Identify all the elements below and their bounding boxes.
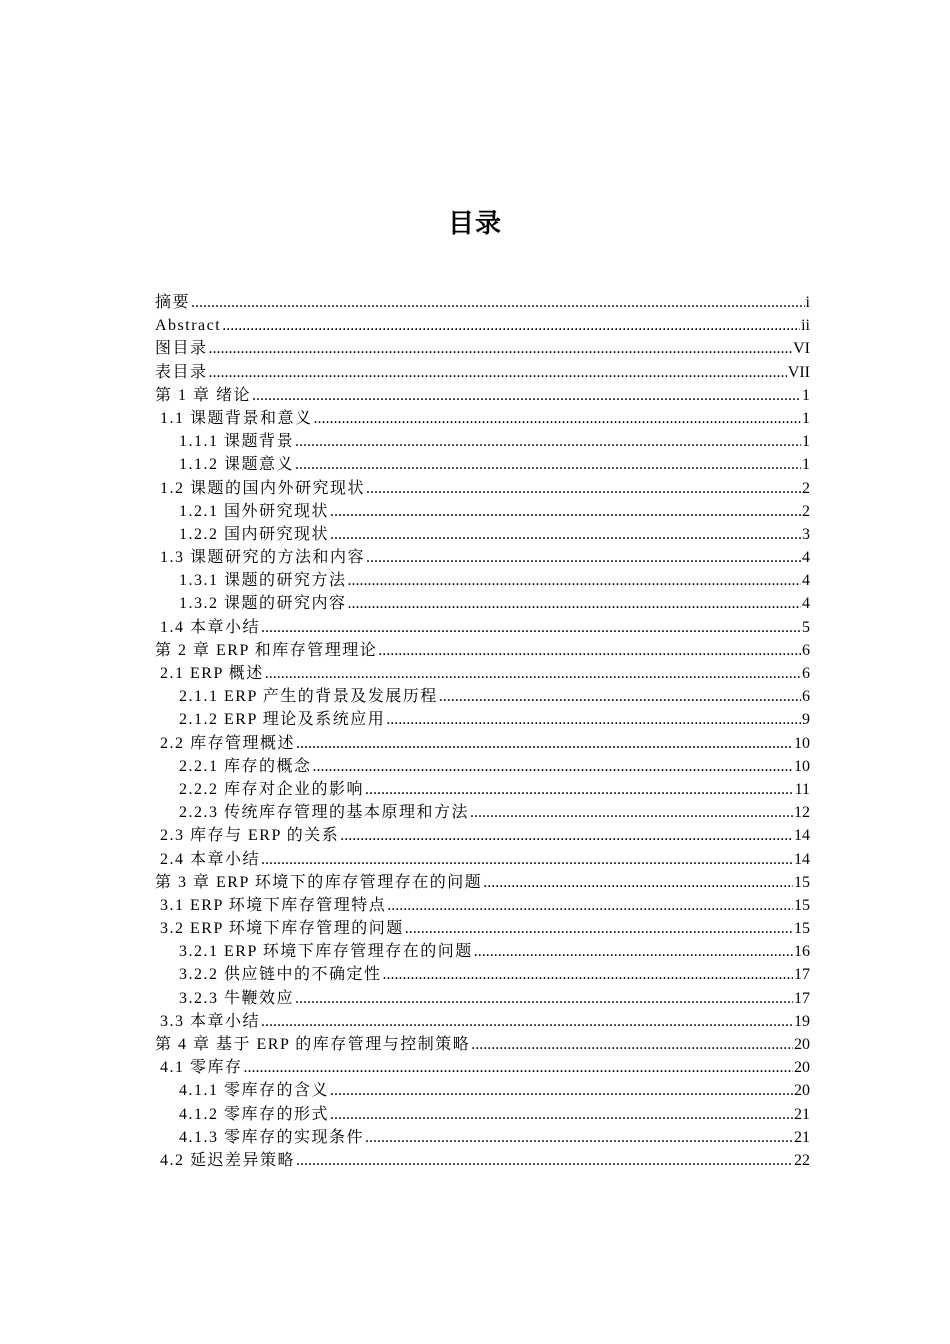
toc-entry-label: 3.2.2 供应链中的不确定性 bbox=[179, 966, 382, 984]
toc-dot-leader bbox=[222, 314, 800, 337]
table-of-contents bbox=[155, 291, 810, 1172]
toc-entry-page-number: 10 bbox=[794, 757, 810, 775]
toc-entry[interactable] bbox=[155, 1103, 810, 1126]
toc-entry[interactable] bbox=[155, 384, 810, 407]
toc-dot-leader bbox=[209, 361, 787, 384]
toc-entry-label: 3.3 本章小结 bbox=[160, 1012, 261, 1030]
toc-entry[interactable] bbox=[155, 1056, 810, 1079]
toc-entry[interactable] bbox=[155, 662, 810, 685]
toc-entry-label: 1.1.2 课题意义 bbox=[179, 456, 295, 474]
toc-entry-page-number: 21 bbox=[794, 1105, 810, 1123]
toc-entry-page-number: 19 bbox=[794, 1012, 810, 1030]
toc-entry[interactable] bbox=[155, 407, 810, 430]
toc-entry-label: 2.1.1 ERP 产生的背景及发展历程 bbox=[179, 688, 438, 706]
toc-entry-label: 第 4 章 基于 ERP 的库存管理与控制策略 bbox=[155, 1036, 471, 1053]
toc-entry-page-number: 1 bbox=[802, 456, 810, 474]
toc-entry-page-number: 15 bbox=[794, 920, 810, 938]
toc-entry-label: 3.1 ERP 环境下库存管理特点 bbox=[160, 896, 387, 914]
toc-entry[interactable] bbox=[155, 616, 810, 639]
toc-entry-label: 1.2.2 国内研究现状 bbox=[179, 525, 330, 543]
toc-entry[interactable] bbox=[155, 291, 810, 314]
toc-dot-leader bbox=[313, 755, 793, 778]
toc-dot-leader bbox=[366, 546, 801, 569]
toc-entry-label: 2.1.2 ERP 理论及系统应用 bbox=[179, 711, 386, 729]
toc-dot-leader bbox=[252, 384, 801, 407]
page-title: 目录 bbox=[447, 209, 502, 239]
toc-entry-page-number: 6 bbox=[802, 688, 810, 706]
toc-entry[interactable] bbox=[155, 708, 810, 731]
toc-entry-page-number: 17 bbox=[794, 966, 810, 984]
toc-dot-leader bbox=[314, 407, 801, 430]
toc-dot-leader bbox=[330, 1079, 793, 1102]
toc-entry-label: 3.2 ERP 环境下库存管理的问题 bbox=[160, 920, 404, 938]
toc-entry-label: 4.1.1 零库存的含义 bbox=[179, 1082, 330, 1100]
toc-entry[interactable] bbox=[155, 453, 810, 476]
toc-entry-label: 4.1.2 零库存的形式 bbox=[179, 1105, 330, 1123]
toc-entry-page-number: 15 bbox=[794, 896, 810, 914]
toc-entry-page-number: 20 bbox=[794, 1059, 810, 1077]
toc-dot-leader bbox=[405, 917, 793, 940]
toc-entry-page-number: 10 bbox=[794, 734, 810, 752]
toc-entry-page-number: 2 bbox=[802, 502, 810, 520]
toc-entry-page-number: 21 bbox=[794, 1128, 810, 1146]
toc-dot-leader bbox=[348, 569, 801, 592]
toc-entry-page-number: 17 bbox=[794, 989, 810, 1007]
toc-entry-label: 2.2 库存管理概述 bbox=[160, 734, 296, 752]
toc-entry[interactable] bbox=[155, 963, 810, 986]
toc-entry[interactable] bbox=[155, 987, 810, 1010]
toc-dot-leader bbox=[295, 987, 793, 1010]
toc-dot-leader bbox=[209, 337, 793, 360]
toc-entry-label: 第 3 章 ERP 环境下的库存管理存在的问题 bbox=[155, 873, 483, 891]
toc-entry-label: 2.1 ERP 概述 bbox=[160, 665, 264, 682]
toc-entry-page-number: 14 bbox=[794, 827, 810, 845]
toc-entry-page-number: 4 bbox=[802, 595, 810, 613]
toc-entry[interactable] bbox=[155, 1010, 810, 1033]
toc-entry[interactable] bbox=[155, 477, 810, 500]
toc-entry-label: 1.2.1 国外研究现状 bbox=[179, 502, 330, 520]
toc-entry[interactable] bbox=[155, 685, 810, 708]
toc-entry-page-number: 3 bbox=[802, 525, 810, 543]
toc-entry[interactable] bbox=[155, 871, 810, 894]
toc-dot-leader bbox=[261, 616, 801, 639]
toc-entry[interactable] bbox=[155, 430, 810, 453]
toc-entry-page-number: 12 bbox=[794, 804, 810, 822]
toc-dot-leader bbox=[471, 1033, 793, 1056]
toc-entry[interactable] bbox=[155, 732, 810, 755]
toc-dot-leader bbox=[474, 940, 793, 963]
toc-entry-page-number: 1 bbox=[802, 409, 810, 427]
toc-entry-label: 3.2.1 ERP 环境下库存管理存在的问题 bbox=[179, 943, 473, 961]
toc-entry-label: 2.2.3 传统库存管理的基本原理和方法 bbox=[179, 804, 470, 822]
toc-entry-page-number: 6 bbox=[802, 665, 810, 682]
toc-entry-label: 1.1.1 课题背景 bbox=[179, 433, 295, 451]
toc-entry-label: 2.4 本章小结 bbox=[160, 850, 261, 868]
toc-entry[interactable] bbox=[155, 592, 810, 615]
toc-dot-leader bbox=[348, 592, 801, 615]
toc-entry-page-number: VII bbox=[787, 363, 810, 381]
toc-dot-leader bbox=[386, 708, 801, 731]
toc-entry[interactable] bbox=[155, 755, 810, 778]
toc-entry-page-number: 1 bbox=[802, 386, 810, 404]
toc-entry-page-number: 6 bbox=[802, 641, 810, 659]
toc-entry-page-number: 11 bbox=[794, 780, 810, 798]
toc-entry[interactable] bbox=[155, 1033, 810, 1056]
toc-entry-page-number: 9 bbox=[802, 711, 810, 729]
toc-entry-page-number: i bbox=[805, 294, 810, 311]
toc-dot-leader bbox=[244, 1056, 793, 1079]
toc-entry-page-number: 14 bbox=[794, 850, 810, 868]
toc-entry[interactable] bbox=[155, 778, 810, 801]
toc-entry-page-number: 4 bbox=[802, 572, 810, 590]
toc-entry-label: 1.4 本章小结 bbox=[160, 618, 261, 636]
toc-entry[interactable] bbox=[155, 824, 810, 847]
toc-entry-label: 1.3.2 课题的研究内容 bbox=[179, 595, 347, 613]
toc-entry-label: 2.2.2 库存对企业的影响 bbox=[179, 780, 365, 798]
toc-entry-label: 1.1 课题背景和意义 bbox=[160, 409, 313, 427]
toc-entry[interactable] bbox=[155, 523, 810, 546]
toc-entry-page-number: 1 bbox=[802, 433, 810, 451]
toc-entry[interactable] bbox=[155, 314, 810, 337]
toc-entry-label: Abstract bbox=[155, 317, 222, 335]
toc-dot-leader bbox=[295, 453, 801, 476]
toc-entry-page-number: 16 bbox=[794, 943, 810, 961]
toc-entry-page-number: ii bbox=[801, 317, 810, 335]
toc-entry[interactable] bbox=[155, 1079, 810, 1102]
toc-dot-leader bbox=[340, 824, 793, 847]
toc-entry-page-number: 4 bbox=[802, 549, 810, 567]
toc-entry[interactable] bbox=[155, 639, 810, 662]
toc-entry-page-number: VI bbox=[793, 340, 810, 358]
toc-dot-leader bbox=[261, 1010, 793, 1033]
toc-entry-page-number: 22 bbox=[794, 1151, 810, 1169]
toc-entry-label: 1.3.1 课题的研究方法 bbox=[179, 572, 347, 590]
toc-dot-leader bbox=[330, 523, 801, 546]
toc-entry[interactable] bbox=[155, 546, 810, 569]
toc-entry[interactable] bbox=[155, 894, 810, 917]
toc-entry-label: 1.2 课题的国内外研究现状 bbox=[160, 479, 366, 497]
toc-entry-page-number: 20 bbox=[794, 1082, 810, 1100]
toc-dot-leader bbox=[365, 1126, 793, 1149]
toc-dot-leader bbox=[261, 848, 793, 871]
toc-entry-label: 图目录 bbox=[155, 340, 208, 358]
toc-dot-leader bbox=[383, 963, 793, 986]
toc-entry[interactable] bbox=[155, 801, 810, 824]
toc-entry-label: 表目录 bbox=[155, 363, 208, 381]
toc-dot-leader bbox=[365, 778, 794, 801]
toc-dot-leader bbox=[265, 662, 801, 685]
toc-entry-page-number: 5 bbox=[802, 618, 810, 636]
toc-dot-leader bbox=[366, 477, 801, 500]
toc-entry[interactable] bbox=[155, 1126, 810, 1149]
toc-dot-leader bbox=[378, 639, 801, 662]
toc-entry-label: 4.1.3 零库存的实现条件 bbox=[179, 1128, 365, 1146]
toc-entry[interactable] bbox=[155, 500, 810, 523]
toc-entry-label: 4.1 零库存 bbox=[160, 1059, 243, 1077]
toc-entry[interactable] bbox=[155, 940, 810, 963]
toc-dot-leader bbox=[330, 1103, 793, 1126]
toc-entry-label: 第 1 章 绪论 bbox=[155, 386, 252, 404]
toc-entry-label: 第 2 章 ERP 和库存管理理论 bbox=[155, 641, 378, 659]
toc-entry[interactable] bbox=[155, 569, 810, 592]
toc-entry-page-number: 20 bbox=[794, 1036, 810, 1053]
toc-entry-page-number: 15 bbox=[794, 873, 810, 891]
toc-entry-label: 2.3 库存与 ERP 的关系 bbox=[160, 827, 340, 845]
toc-dot-leader bbox=[483, 871, 793, 894]
toc-dot-leader bbox=[295, 430, 801, 453]
toc-dot-leader bbox=[330, 500, 801, 523]
toc-entry-label: 3.2.3 牛鞭效应 bbox=[179, 989, 295, 1007]
toc-entry-page-number: 2 bbox=[802, 479, 810, 497]
toc-entry[interactable] bbox=[155, 848, 810, 871]
toc-dot-leader bbox=[296, 1149, 793, 1172]
toc-entry[interactable] bbox=[155, 1149, 810, 1172]
toc-entry[interactable] bbox=[155, 917, 810, 940]
toc-entry[interactable] bbox=[155, 361, 810, 384]
toc-entry-label: 2.2.1 库存的概念 bbox=[179, 757, 312, 775]
toc-dot-leader bbox=[470, 801, 793, 824]
toc-dot-leader bbox=[439, 685, 801, 708]
toc-dot-leader bbox=[296, 732, 793, 755]
toc-entry[interactable] bbox=[155, 337, 810, 360]
toc-entry-label: 摘要 bbox=[155, 294, 191, 311]
toc-entry-label: 4.2 延迟差异策略 bbox=[160, 1151, 296, 1169]
toc-entry-label: 1.3 课题研究的方法和内容 bbox=[160, 549, 366, 567]
toc-dot-leader bbox=[191, 291, 805, 314]
toc-dot-leader bbox=[387, 894, 793, 917]
